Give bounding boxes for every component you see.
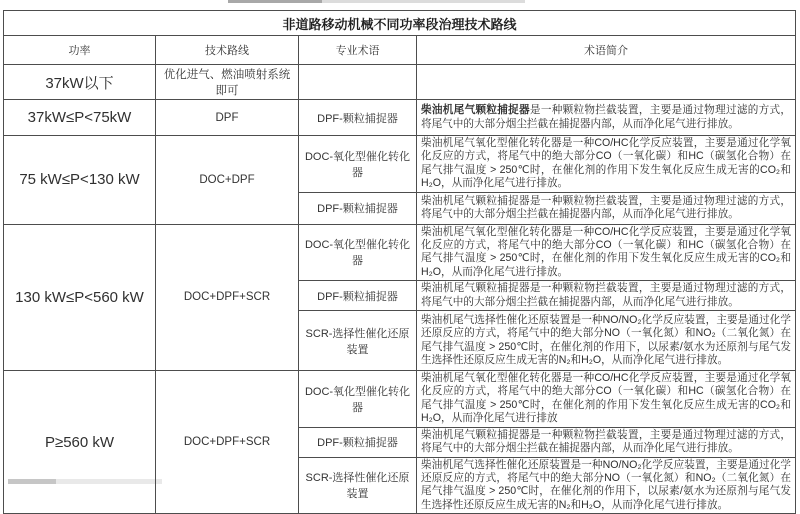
table-row — [4, 136, 796, 193]
description-cell: 柴油机尾气氧化型催化转化器是一种CO/HC化学反应装置，主要是通过化学氧化反应的方式，将尾气中的绝大部分CO（一氧化碳）和HC（碳氢化合物）在尾气排气温度 > 250℃时，在催化剂的作用下发生氧化反应生成无害的CO₂和H₂O，从而净化尾气进行排放。 — [417, 136, 796, 193]
description-cell: 柴油机尾气氧化型催化转化器是一种CO/HC化学反应装置，主要是通过化学氧化反应的方式，将尾气中的绝大部分CO（一氧化碳）和HC（碳氢化合物）在尾气排气温度 > 250℃时，在催化剂的作用下发生氧化反应生成无害的CO₂和H₂O，从而净化尾气进行排放 — [417, 371, 796, 428]
column-header-intro: 术语简介 — [417, 36, 796, 65]
description-cell — [417, 100, 796, 136]
route-cell: 优化进气、燃油喷射系统即可 — [156, 65, 299, 100]
power-cell: 130 kW≤P<560 kW — [4, 224, 156, 370]
power-cell: 75 kW≤P<130 kW — [4, 136, 156, 225]
description-cell: 柴油机尾气氧化型催化转化器是一种CO/HC化学反应装置，主要是通过化学氧化反应的方式，将尾气中的绝大部分CO（一氧化碳）和HC（碳氢化合物）在尾气排气温度 > 250℃时，在催化剂的作用下发生氧化反应生成无害的CO₂和H₂O，从而净化尾气进行排放。 — [417, 224, 796, 281]
table-row — [4, 371, 796, 428]
technology-route-table — [3, 10, 796, 514]
description-cell: 柴油机尾气选择性催化还原装置是一种NO/NO₂化学反应装置，主要是通过化学还原反应的方式，将尾气中的绝大部分NO（一氧化氮）和NO₂（二氧化氮）在尾气排气温度 > 250℃时，在催化剂的作用下，以尿素/氨水为还原剂与尾气发生选择性还原反应生成无害的N₂和H₂O，从而净化尾气进行排放。 — [417, 311, 796, 371]
term-cell: DPF-颗粒捕捉器 — [299, 100, 417, 136]
description-cell: 柴油机尾气颗粒捕捉器是一种颗粒物拦截装置，主要是通过物理过滤的方式，将尾气中的大部分烟尘拦截在捕捉器内部，从而净化尾气进行排放。 — [417, 281, 796, 311]
term-cell: SCR-选择性催化还原装置 — [299, 311, 417, 371]
description-bold-term: 柴油机尾气颗粒捕捉器 — [421, 104, 530, 117]
power-cell: P≥560 kW — [4, 371, 156, 514]
term-cell: DPF-颗粒捕捉器 — [299, 192, 417, 224]
table-title-row — [4, 11, 796, 36]
route-cell: DOC+DPF — [156, 136, 299, 225]
power-cell: 37kW以下 — [4, 65, 156, 100]
table-header-row — [4, 36, 796, 65]
term-cell: DOC-氧化型催化转化器 — [299, 371, 417, 428]
table-row — [4, 100, 796, 136]
description-text: 是一种颗粒物拦截装置，主要是通过物理过滤的方式，将尾气中的大部分烟尘拦截在捕捉器内部，从而净化尾气进行排放。 — [421, 104, 792, 130]
column-header-route: 技术路线 — [156, 36, 299, 65]
column-header-term: 专业术语 — [299, 36, 417, 65]
description-cell-empty — [417, 65, 796, 100]
cropped-fragment-top-light — [322, 0, 525, 3]
description-cell: 柴油机尾气选择性催化还原装置是一种NO/NO₂化学反应装置，主要是通过化学还原反应的方式，将尾气中的绝大部分NO（一氧化氮）和NO₂（二氧化氮）在尾气排气温度 > 250℃时，在催化剂的作用下，以尿素/氨水为还原剂与尾气发生选择性还原反应生成无害的N₂和H₂O，从而净化尾气进行排放。 — [417, 457, 796, 514]
route-cell: DOC+DPF+SCR — [156, 371, 299, 514]
term-cell: DPF-颗粒捕捉器 — [299, 427, 417, 457]
description-cell: 柴油机尾气颗粒捕捉器是一种颗粒物拦截装置，主要是通过物理过滤的方式，将尾气中的大部分烟尘拦截在捕捉器内部，从而净化尾气进行排放。 — [417, 427, 796, 457]
cropped-fragment-top-dark — [228, 0, 322, 3]
column-header-power: 功率 — [4, 36, 156, 65]
term-cell: SCR-选择性催化还原装置 — [299, 457, 417, 514]
route-cell: DPF — [156, 100, 299, 136]
description-cell: 柴油机尾气颗粒捕捉器是一种颗粒物拦截装置，主要是通过物理过滤的方式，将尾气中的大部分烟尘拦截在捕捉器内部，从而净化尾气进行排放。 — [417, 192, 796, 224]
term-cell: DPF-颗粒捕捉器 — [299, 281, 417, 311]
term-cell: DOC-氧化型催化转化器 — [299, 224, 417, 281]
term-cell-empty — [299, 65, 417, 100]
table-row — [4, 224, 796, 281]
table-title: 非道路移动机械不同功率段治理技术路线 — [4, 11, 796, 36]
power-cell: 37kW≤P<75kW — [4, 100, 156, 136]
route-cell: DOC+DPF+SCR — [156, 224, 299, 370]
term-cell: DOC-氧化型催化转化器 — [299, 136, 417, 193]
table-row — [4, 65, 796, 100]
